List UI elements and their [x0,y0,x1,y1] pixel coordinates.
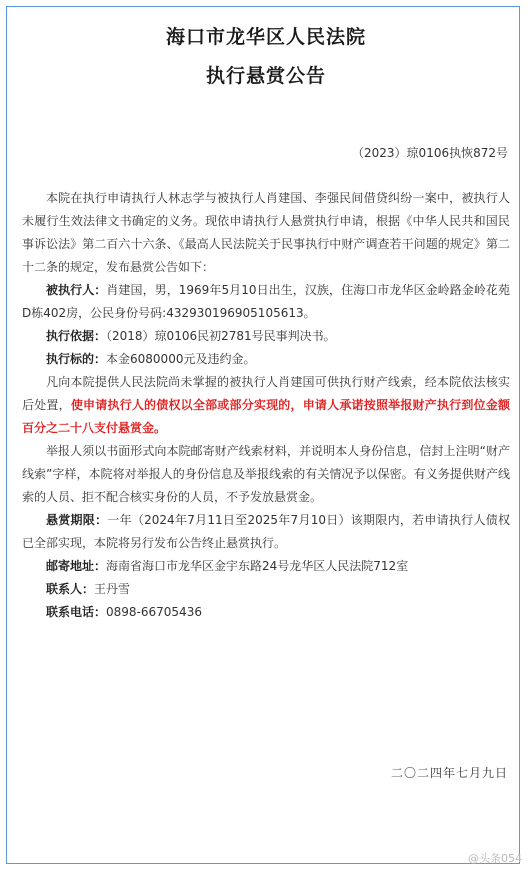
mailing-address-paragraph [22,555,510,578]
case-number: （2023）琼0106执恢872号 [352,146,508,160]
reward-paragraph [22,371,510,440]
reward-period-text: 一年（2024年7月11日至2025年7月10日）该期限内，若申请执行人债权已全部实现，本院将另行发布公告终止悬赏执行。 [22,513,510,550]
watermark-text: @头条054 [468,852,522,865]
execution-basis-label: 执行依据： [46,329,107,343]
notice-title: 执行悬赏公告 [205,65,326,87]
contact-phone-text: 0898-66705436 [106,605,202,619]
executed-person-paragraph [22,279,510,325]
mailing-address-text: 海南省海口市龙华区金宇东路24号龙华区人民法院712室 [106,559,409,573]
notice-body [22,187,510,624]
issue-date: 二〇二四年七月九日 [390,766,508,780]
reward-highlight-text: 使申请执行人的债权以全部或部分实现的，申请人承诺按照举报财产执行到位金额百分之二十八支付悬赏金。 [22,398,510,435]
execution-target-label: 执行标的： [46,352,107,366]
execution-basis-text: （2018）琼0106民初2781号民事判决书。 [106,329,336,343]
executed-person-label: 被执行人： [46,283,107,297]
contact-phone-label: 联系电话： [46,605,107,619]
execution-target-text: 本金6080000元及违约金。 [106,352,256,366]
contact-phone-paragraph [22,601,510,624]
contact-person-paragraph [22,578,510,601]
execution-target-paragraph [22,348,510,371]
report-paragraph: 举报人须以书面形式向本院邮寄财产线索材料，并说明本人身份信息，信封上注明“财产线索”字样，本院将对举报人的身份信息及举报线索的有关情况予以保密。有义务提供财产线索的人员、拒不配合核实身份的人员，不予发放悬赏金。 [22,444,510,504]
court-name: 海口市龙华区人民法院 [165,26,366,48]
intro-paragraph: 本院在执行申请执行人林志学与被执行人肖建国、李强民间借贷纠纷一案中，被执行人未履行生效法律文书确定的义务。现依申请执行人悬赏执行申请，根据《中华人民共和国民事诉讼法》第二百六十六条、《最高人民法院关于民事执行中财产调查若干问题的规定》第二十二条的规定，发布悬赏公告如下： [22,191,510,274]
mailing-address-label: 邮寄地址： [46,559,107,573]
execution-basis-paragraph [22,325,510,348]
reward-period-label: 悬赏期限： [46,513,108,527]
reward-intro-text: 凡向本院提供人民法院尚未掌握的被执行人肖建国可供执行财产线索，经本院依法核实后处置， [22,375,510,412]
contact-person-label: 联系人： [46,582,95,596]
contact-person-text: 王丹雪 [94,582,131,596]
reward-period-paragraph [22,509,510,555]
executed-person-text: 肖建国，男，1969年5月10日出生，汉族，住海口市龙华区金岭路金岭花苑D栋402房，公民身份号码:432930196905105613。 [22,283,510,320]
